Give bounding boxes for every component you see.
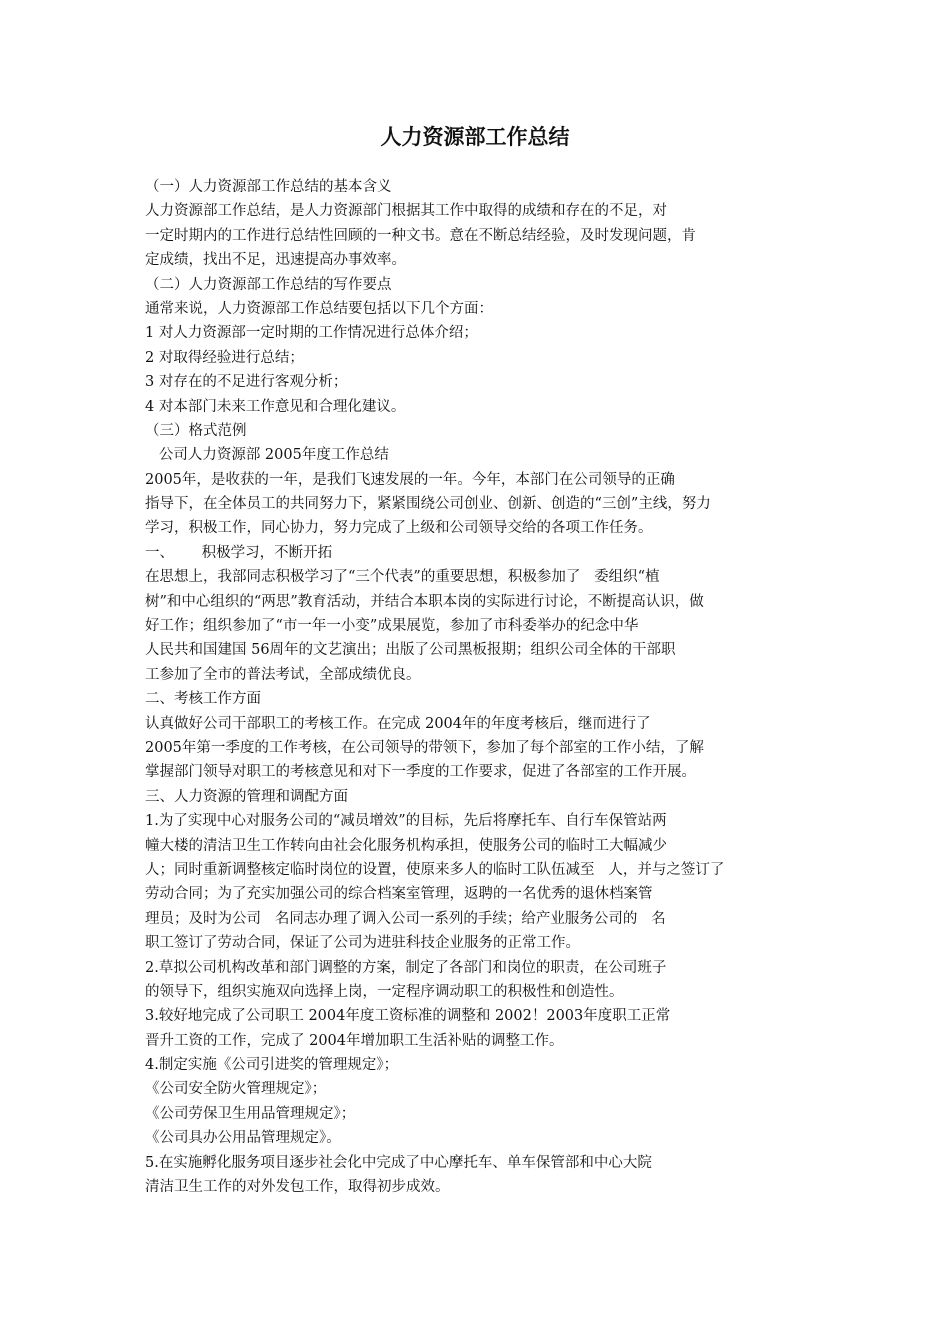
text-line: 定成绩，找出不足，迅速提高办事效率。: [145, 252, 406, 269]
text-line: 一、 积极学习，不断开拓: [145, 544, 333, 561]
text-line: 4 对本部门未来工作意见和合理化建议。: [145, 398, 406, 415]
text-line: 清洁卫生工作的对外发包工作，取得初步成效。: [145, 1179, 450, 1196]
text-line: 好工作；组织参加了“市一年一小变”成果展览，参加了市科委举办的纪念中华: [145, 618, 639, 635]
text-line: 2 对取得经验进行总结；: [145, 349, 304, 366]
text-line: 4.制定实施《公司引进奖的管理规定》；: [145, 1057, 399, 1074]
text-line: 3 对存在的不足进行客观分析；: [145, 374, 348, 391]
text-line: 劳动合同；为了充实加强公司的综合档案室管理，返聘的一名优秀的退休档案管: [145, 886, 653, 903]
text-line: 3.较好地完成了公司职工 2004年度工资标准的调整和 2002！2003年度职工正常: [145, 1008, 671, 1025]
text-line: 三、人力资源的管理和调配方面: [145, 788, 348, 805]
text-line: 1.为了实现中心对服务公司的“减员增效”的目标，先后将摩托车、自行车保管站两: [145, 813, 667, 830]
text-line: 晋升工资的工作，完成了 2004年增加职工生活补贴的调整工作。: [145, 1032, 564, 1049]
text-line: 人民共和国建国 56周年的文艺演出；出版了公司黑板报期；组织公司全体的干部职: [145, 642, 676, 659]
text-line: 一定时期内的工作进行总结性回顾的一种文书。意在不断总结经验，及时发现问题，肯: [145, 227, 696, 244]
text-line: 幢大楼的清洁卫生工作转向由社会化服务机构承担，使服务公司的临时工大幅减少: [145, 837, 667, 854]
document-body: [145, 175, 825, 1199]
text-line: （一）人力资源部工作总结的基本含义: [145, 179, 392, 195]
text-line: 人；同时重新调整核定临时岗位的设置，使原来多人的临时工队伍减至 人，并与之签订了: [145, 861, 725, 878]
text-line: 指导下，在全体员工的共同努力下，紧紧围绕公司创业、创新、创造的“三创”主线，努力: [145, 496, 711, 513]
text-line: 人力资源部工作总结，是人力资源部门根据其工作中取得的成绩和存在的不足，对: [145, 203, 667, 220]
text-line: 在思想上，我部同志积极学习了“三个代表”的重要思想，积极参加了 委组织“植: [145, 569, 660, 586]
text-line: 学习，积极工作，同心协力，努力完成了上级和公司领导交给的各项工作任务。: [145, 520, 653, 537]
text-line: 职工签订了劳动合同，保证了公司为进驻科技企业服务的正常工作。: [145, 935, 580, 952]
text-line: 认真做好公司干部职工的考核工作。在完成 2004年的年度考核后，继而进行了: [145, 715, 651, 732]
text-line: 5.在实施孵化服务项目逐步社会化中完成了中心摩托车、单车保管部和中心大院: [145, 1154, 652, 1171]
text-line: 工参加了全市的普法考试，全部成绩优良。: [145, 666, 421, 683]
text-line: 理员；及时为公司 名同志办理了调入公司一系列的手续；给产业服务公司的 名: [145, 910, 666, 927]
text-line: 2005年，是收获的一年，是我们飞速发展的一年。今年，本部门在公司领导的正确: [145, 471, 675, 488]
text-line: 《公司具办公用品管理规定》。: [145, 1130, 341, 1147]
text-line: 的领导下，组织实施双向选择上岗，一定程序调动职工的积极性和创造性。: [145, 983, 624, 1000]
text-line: 《公司安全防火管理规定》；: [145, 1081, 327, 1098]
text-line: 树”和中心组织的“两思”教育活动，并结合本职本岗的实际进行讨论，不断提高认识，做: [145, 593, 704, 610]
document-title: 人力资源部工作总结: [380, 124, 570, 149]
text-line: 1 对人力资源部一定时期的工作情况进行总体介绍；: [145, 325, 478, 342]
text-line: 2.草拟公司机构改革和部门调整的方案，制定了各部门和岗位的职责，在公司班子: [145, 959, 667, 976]
text-line: 二、考核工作方面: [145, 691, 261, 708]
text-line: （三）格式范例: [145, 422, 247, 439]
text-line: （二）人力资源部工作总结的写作要点: [145, 276, 392, 293]
text-line: 2005年第一季度的工作考核，在公司领导的带领下，参加了每个部室的工作小结，了解: [145, 739, 704, 756]
text-line: 通常来说，人力资源部工作总结要包括以下几个方面：: [145, 300, 493, 317]
text-line: 掌握部门领导对职工的考核意见和对下一季度的工作要求，促进了各部室的工作开展。: [145, 764, 696, 781]
text-line: 《公司劳保卫生用品管理规定》；: [145, 1105, 356, 1122]
text-line: 公司人力资源部 2005年度工作总结: [145, 447, 389, 464]
